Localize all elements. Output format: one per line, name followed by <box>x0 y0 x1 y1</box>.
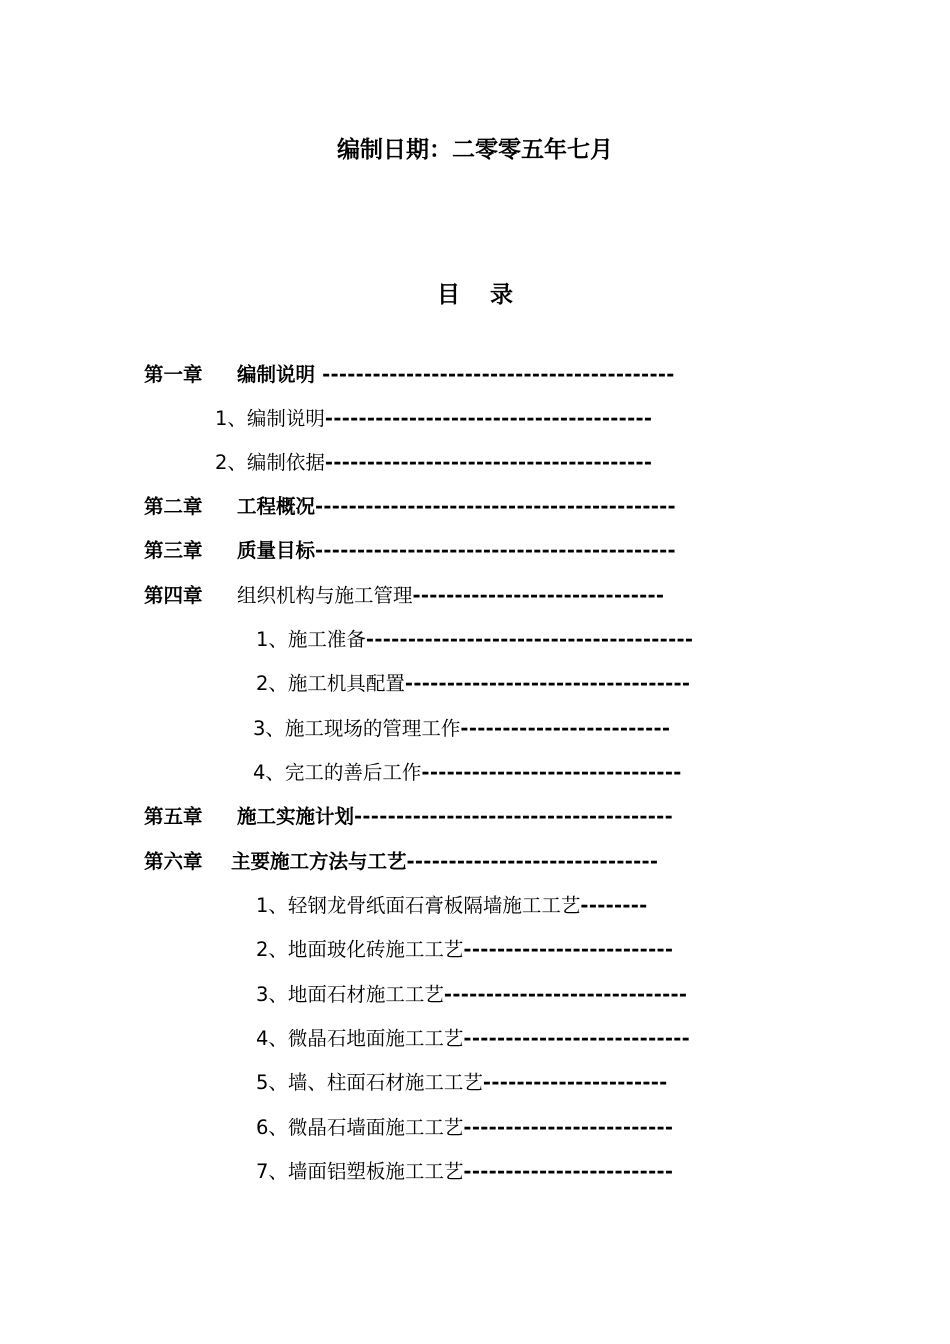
toc-chapter-number: 第六章 <box>144 850 203 873</box>
toc-leader-dashes: ------------------------- <box>463 938 674 961</box>
toc-chapter-number: 第四章 <box>144 584 203 607</box>
toc-leader-dashes: ------------------------------ <box>412 584 665 607</box>
toc-leader-dashes: ------------------------- <box>463 1116 674 1139</box>
toc-entry-title: 1、轻钢龙骨纸面石膏板隔墙施工工艺 <box>256 894 581 917</box>
toc-chapter-number: 第五章 <box>144 805 203 828</box>
toc-leader-dashes: ------------------------- <box>460 717 671 740</box>
toc-entry[interactable] <box>253 758 682 788</box>
toc-leader-dashes: ----------------------------- <box>443 983 688 1006</box>
toc-entry[interactable] <box>144 492 676 522</box>
toc-leader-dashes: -------- <box>580 894 648 917</box>
toc-entry-title: 1、编制说明 <box>215 407 325 430</box>
toc-entry[interactable] <box>215 448 652 478</box>
toc-entry-title: 4、完工的善后工作 <box>253 761 422 784</box>
toc-entry-title: 编制说明 <box>237 363 316 386</box>
toc-chapter-number: 第三章 <box>144 539 203 562</box>
toc-entry[interactable] <box>256 980 687 1010</box>
toc-entry[interactable] <box>144 536 676 566</box>
toc-leader-dashes: ------------------------------ <box>406 850 659 873</box>
toc-leader-dashes: --------------------------------------- <box>324 407 653 430</box>
toc-chapter-number: 第一章 <box>144 363 203 386</box>
toc-entry[interactable] <box>256 625 693 655</box>
toc-leader-dashes: ------------------------------------------- <box>315 539 676 562</box>
toc-entry-title: 2、施工机具配置 <box>256 672 405 695</box>
toc-entry[interactable] <box>256 891 648 921</box>
toc-leader-dashes: ---------------------- <box>482 1071 668 1094</box>
toc-entry[interactable] <box>253 714 670 744</box>
toc-entry[interactable] <box>256 1068 668 1098</box>
toc-entry[interactable] <box>215 404 652 434</box>
toc-entry[interactable] <box>256 935 673 965</box>
toc-entry-title: 7、墙面铝塑板施工工艺 <box>256 1160 464 1183</box>
toc-entry-title: 3、地面石材施工工艺 <box>256 983 444 1006</box>
toc-entry-title: 3、施工现场的管理工作 <box>253 717 461 740</box>
toc-entry[interactable] <box>256 1113 673 1143</box>
toc-entry[interactable] <box>256 669 690 699</box>
toc-title: 目录 <box>437 282 543 308</box>
toc-entry[interactable] <box>144 847 658 877</box>
toc-leader-dashes: ---------------------------------- <box>404 672 691 695</box>
toc-leader-dashes: -------------------------------------- <box>354 805 673 828</box>
toc-entry[interactable] <box>144 802 673 832</box>
toc-entry[interactable] <box>256 1024 690 1054</box>
toc-leader-dashes: --------------------------- <box>463 1027 691 1050</box>
toc-chapter-number: 第二章 <box>144 495 203 518</box>
compile-date: 编制日期：二零零五年七月 <box>337 137 613 163</box>
toc-entry-title: 1、施工准备 <box>256 628 366 651</box>
toc-entry-title: 6、微晶石墙面施工工艺 <box>256 1116 464 1139</box>
toc-leader-dashes: --------------------------------------- <box>365 628 694 651</box>
toc-entry-title: 工程概况 <box>237 495 316 518</box>
toc-leader-dashes: ------------------------------- <box>421 761 682 784</box>
toc-entry-title: 2、编制依据 <box>215 451 325 474</box>
toc-leader-dashes: ------------------------------------------ <box>315 363 675 386</box>
toc-entry-title: 主要施工方法与工艺 <box>231 850 407 873</box>
toc-entry[interactable] <box>144 581 664 611</box>
toc-entry-title: 质量目标 <box>237 539 316 562</box>
toc-leader-dashes: --------------------------------------- <box>324 451 653 474</box>
toc-entry-title: 4、微晶石地面施工工艺 <box>256 1027 464 1050</box>
toc-leader-dashes: ------------------------- <box>463 1160 674 1183</box>
toc-leader-dashes: ------------------------------------------- <box>315 495 676 518</box>
toc-entry-title: 组织机构与施工管理 <box>237 584 413 607</box>
toc-entry[interactable] <box>144 360 675 390</box>
toc-entry-title: 2、地面玻化砖施工工艺 <box>256 938 464 961</box>
toc-entry-title: 施工实施计划 <box>237 805 355 828</box>
toc-entry-title: 5、墙、柱面石材施工工艺 <box>256 1071 483 1094</box>
toc-entry[interactable] <box>256 1157 673 1187</box>
